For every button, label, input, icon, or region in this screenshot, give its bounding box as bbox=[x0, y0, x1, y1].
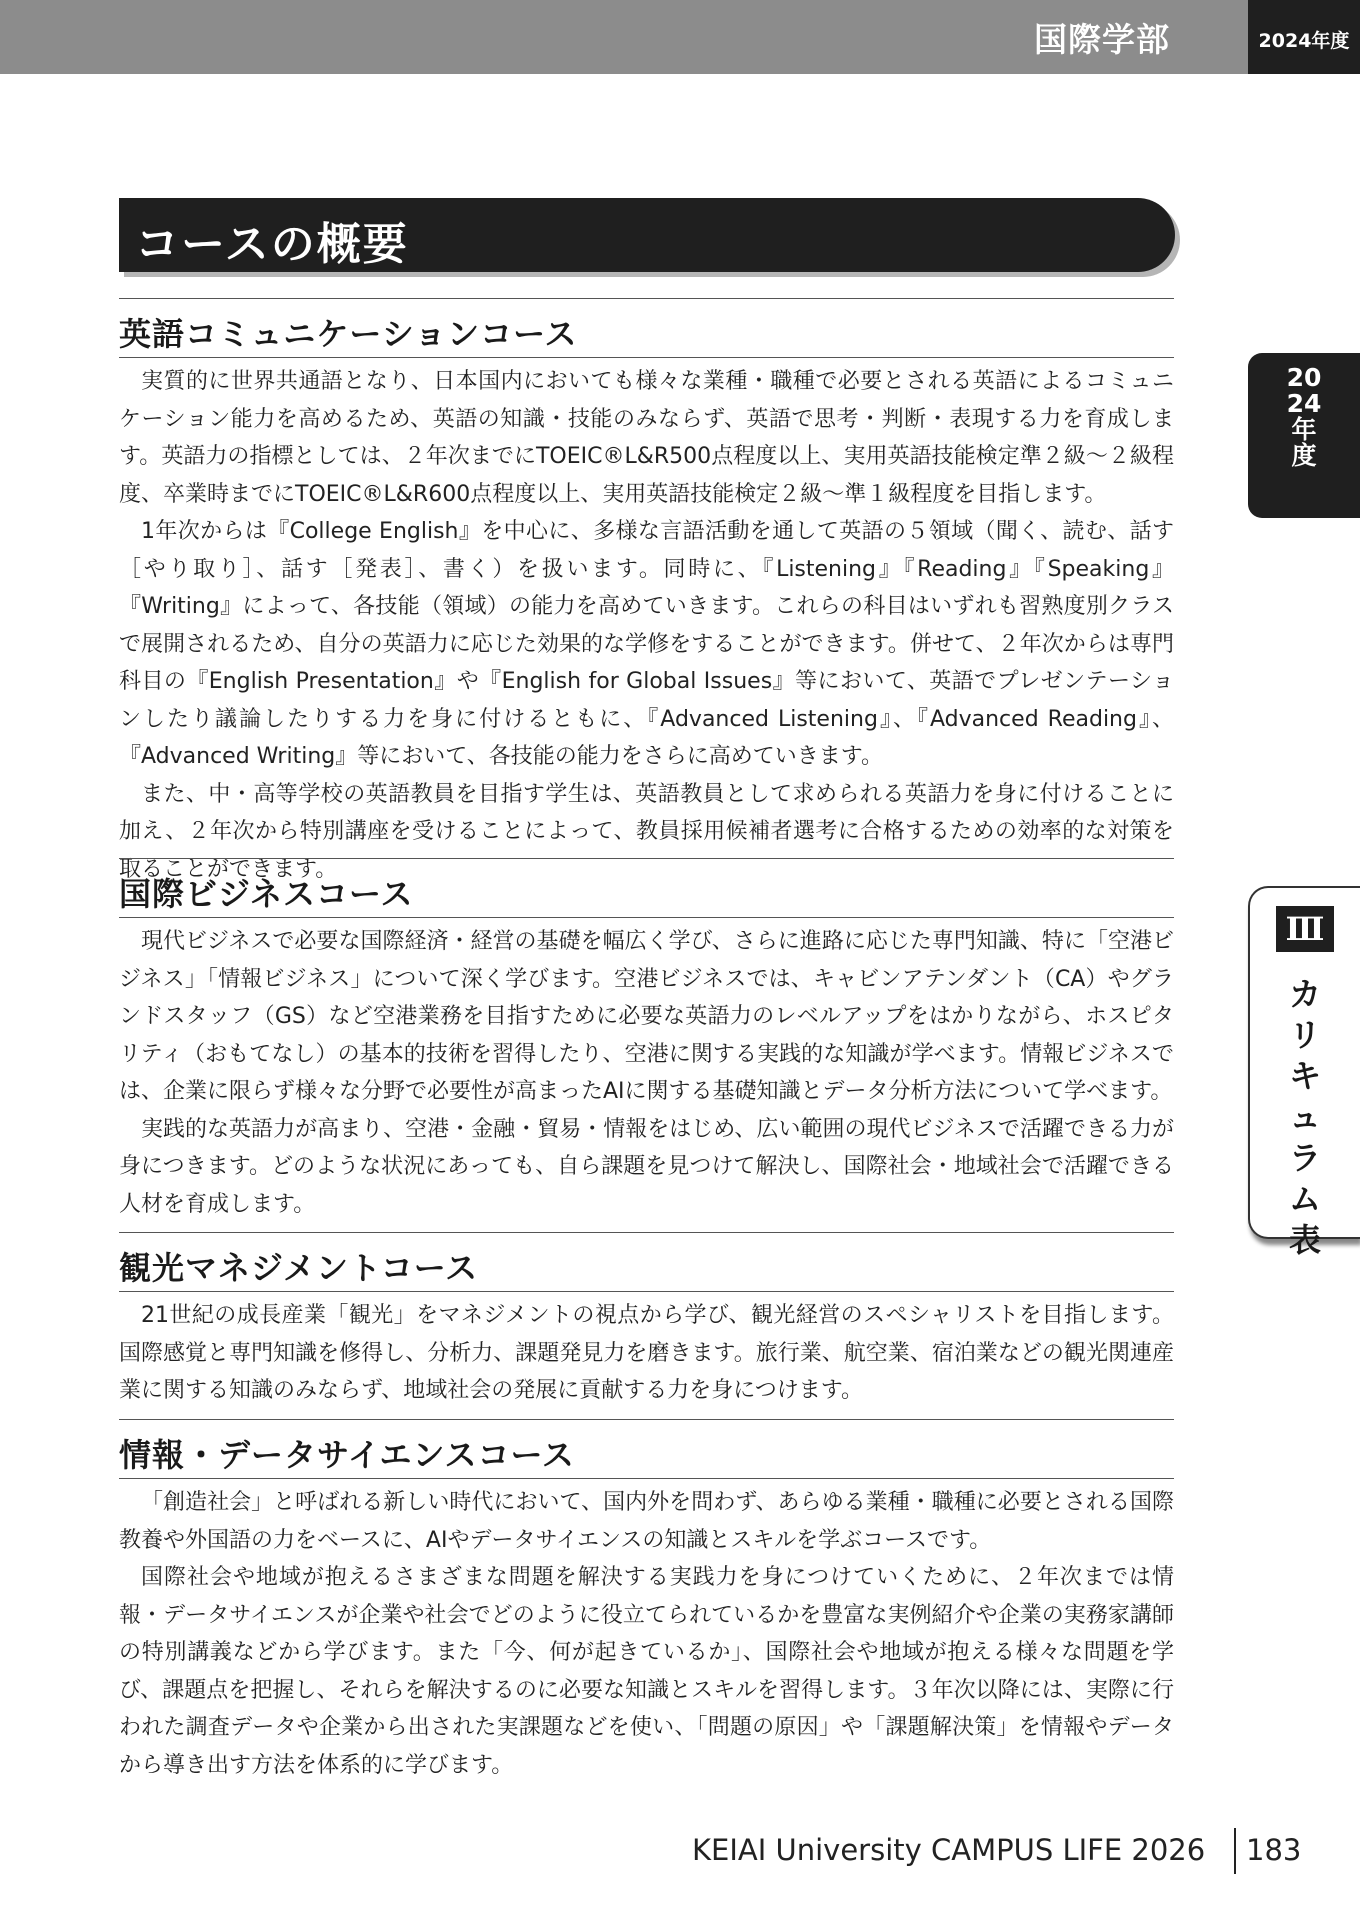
paragraph: 現代ビジネスで必要な国際経済・経営の基礎を幅広く学び、さらに進路に応じた専門知識、特に「空港ビジネス」「情報ビジネス」について深く学びます。空港ビジネスでは、キャビンアテンダント（CA）やグランドスタッフ（GS）など空港業務を目指すために必要な英語力のレベルアップをはかりながら、ホスピタリティ（おもてなし）の基本的技術を習得したり、空港に関する実践的な知識が学べます。情報ビジネスでは、企業に限らず様々な分野で必要性が高まったAIに関する基礎知識とデータ分析方法について学べます。 bbox=[119, 929, 1174, 1104]
section-data-science bbox=[119, 1419, 1174, 1784]
side-year-label: 2024年度 bbox=[1286, 363, 1322, 470]
section-title: 国際ビジネスコース bbox=[119, 875, 414, 913]
header-year-box bbox=[1248, 0, 1360, 74]
section-number-badge: Ⅲ bbox=[1276, 906, 1334, 952]
paragraph: 21世紀の成長産業「観光」をマネジメントの視点から学び、観光経営のスペシャリストを目指します。国際感覚と専門知識を修得し、分析力、課題発見力を磨きます。旅行業、航空業、宿泊業などの観光関連産業に関する知識のみならず、地域社会の発展に貢献する力を身につけます。 bbox=[119, 1303, 1174, 1403]
side-year-tab bbox=[1248, 353, 1360, 518]
section-tourism-management bbox=[119, 1232, 1174, 1410]
paragraph: 実践的な英語力が高まり、空港・金融・貿易・情報をはじめ、広い範囲の現代ビジネスで活躍できる力が身につきます。どのような状況にあっても、自ら課題を見つけて解決し、国際社会・地域社会で活躍できる人材を育成します。 bbox=[119, 1116, 1174, 1217]
section-header bbox=[119, 1419, 1174, 1479]
paragraph: 「創造社会」と呼ばれる新しい時代において、国内外を問わず、あらゆる業種・職種に必要とされる国際教養や外国語の力をベースに、AIやデータサイエンスの知識とスキルを学ぶコースです。 bbox=[119, 1490, 1174, 1553]
paragraph: また、中・高等学校の英語教員を目指す学生は、英語教員として求められる英語力を身に付けることに加え、２年次から特別講座を受けることによって、教員採用候補者選考に合格するための効率的な対策を取ることができます。 bbox=[119, 781, 1174, 882]
header-year: 2024年度 bbox=[1258, 30, 1350, 52]
page-number: 183 bbox=[1246, 1833, 1302, 1867]
section-title: 英語コミュニケーションコース bbox=[119, 315, 578, 353]
header-band bbox=[0, 0, 1248, 74]
paragraph: 国際社会や地域が抱えるさまざまな問題を解決する実践力を身につけていくために、２年次までは情報・データサイエンスが企業や社会でどのように役立てられているかを豊富な実例紹介や企業の実務家講師の特別講義などから学びます。また「今、何が起きているか」、国際社会や地域が抱える様々な問題を学び、課題点を把握し、それらを解決するのに必要な知識とスキルを習得します。３年次以降には、実際に行われた調査データや企業から出された実課題などを使い、「問題の原因」や「課題解決策」を情報やデータから導き出す方法を体系的に学びます。 bbox=[119, 1565, 1174, 1778]
curriculum-tab-label: カリキュラム表 bbox=[1288, 975, 1321, 1259]
paragraph: 実質的に世界共通語となり、日本国内においても様々な業種・職種で必要とされる英語によるコミュニケーション能力を高めるため、英語の知識・技能のみならず、英語で思考・判断・表現する力を育成します。英語力の指標としては、２年次までにTOEIC®L&R500点程度以上、実用英語技能検定準２級〜２級程度、卒業時までにTOEIC®L&R600点程度以上、実用英語技能検定２級〜準１級程度を目指します。 bbox=[119, 369, 1174, 507]
footer-publication: KEIAI University CAMPUS LIFE 2026 bbox=[692, 1833, 1206, 1867]
section-header bbox=[119, 858, 1174, 918]
section-international-business bbox=[119, 858, 1174, 1223]
paragraph: 1年次からは『College English』を中心に、多様な言語活動を通して英語の５領域（聞く、読む、話す［やり取り］、話す［発表］、書く）を扱います。同時に、『Listening』『Reading』『Speaking』『Writing』によって、各技能（領域）の能力を高めていきます。これらの科目はいずれも習熟度別クラスで展開されるため、自分の英語力に応じた効果的な学修をすることができます。併せて、２年次からは専門科目の『English Presentation』や『English for Global Issues』等において、英語でプレゼンテーションしたり議論したりする力を身に付けるともに、『Advanced Listening』、『Advanced Reading』、『Advanced Writing』等において、各技能の能力をさらに高めていきます。 bbox=[119, 519, 1174, 769]
curriculum-tab bbox=[1248, 886, 1360, 1259]
page-title: コースの概要 bbox=[135, 219, 409, 270]
section-header bbox=[119, 1232, 1174, 1292]
section-title: 情報・データサイエンスコース bbox=[119, 1436, 575, 1474]
footer-divider bbox=[1234, 1828, 1236, 1874]
main-heading-bar bbox=[119, 198, 1175, 272]
section-english-communication bbox=[119, 298, 1174, 888]
section-title: 観光マネジメントコース bbox=[119, 1249, 479, 1287]
faculty-title: 国際学部 bbox=[1034, 20, 1170, 59]
section-header bbox=[119, 298, 1174, 358]
